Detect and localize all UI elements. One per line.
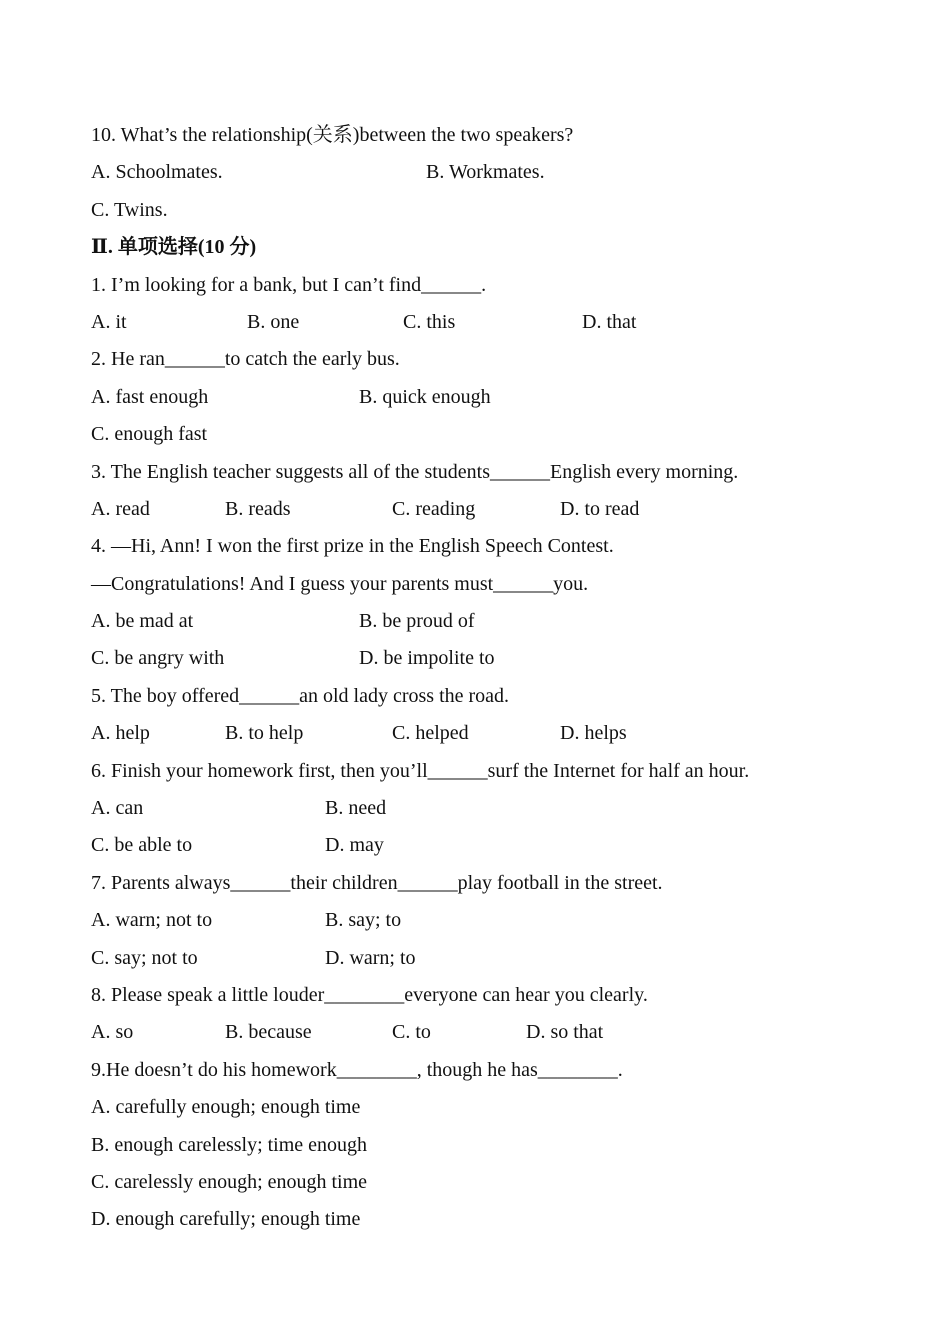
question-7-options-row-1 xyxy=(91,902,891,939)
option-b: B. to help xyxy=(225,722,304,745)
option-d: D. be impolite to xyxy=(359,647,495,670)
question-8-stem: 8. Please speak a little louder________everyone can hear you clearly. xyxy=(91,983,648,1006)
option-c: C. to xyxy=(392,1021,431,1044)
option-c: C. Twins. xyxy=(91,198,168,221)
option-a: A. help xyxy=(91,722,150,745)
question-3-options xyxy=(91,491,891,528)
question-6-options-row-2 xyxy=(91,827,891,864)
question-4-stem: 4. —Hi, Ann! I won the first prize in the English Speech Contest. xyxy=(91,535,614,558)
option-c: C. reading xyxy=(392,497,476,520)
option-b: B. Workmates. xyxy=(426,161,545,184)
exam-page xyxy=(91,117,891,1239)
option-d: D. warn; to xyxy=(325,946,416,969)
question-2-options-row-1 xyxy=(91,379,891,416)
option-a: A. can xyxy=(91,797,144,820)
option-b: B. quick enough xyxy=(359,385,491,408)
option-c: C. helped xyxy=(392,722,469,745)
question-5-stem: 5. The boy offered______an old lady cross the road. xyxy=(91,684,510,707)
question-1-stem: 1. I’m looking for a bank, but I can’t find______. xyxy=(91,273,487,296)
option-c: C. enough fast xyxy=(91,423,208,446)
option-d: D. may xyxy=(325,834,384,857)
question-9-stem: 9.He doesn’t do his homework________, though he has________. xyxy=(91,1058,623,1081)
option-b: B. need xyxy=(325,797,387,820)
question-2-options-row-2 xyxy=(91,416,891,453)
question-1-options xyxy=(91,304,891,341)
question-4-stem-reply: —Congratulations! And I guess your parents must______you. xyxy=(91,572,589,595)
option-b: B. one xyxy=(247,310,300,333)
option-c: C. say; not to xyxy=(91,946,198,969)
option-a: A. fast enough xyxy=(91,385,209,408)
section-heading: Ⅱ. 单项选择(10 分) xyxy=(91,236,257,259)
option-b: B. because xyxy=(225,1021,312,1044)
option-b: B. say; to xyxy=(325,909,402,932)
question-4-options-row-2 xyxy=(91,640,891,677)
option-d: D. to read xyxy=(560,497,640,520)
option-a: A. so xyxy=(91,1021,134,1044)
option-a: A. read xyxy=(91,497,150,520)
question-9-option-c: C. carelessly enough; enough time xyxy=(91,1170,368,1193)
option-d: D. that xyxy=(582,310,637,333)
question-6-stem: 6. Finish your homework first, then you’ll______surf the Internet for half an hour. xyxy=(91,759,750,782)
option-d: D. so that xyxy=(526,1021,604,1044)
question-9-option-b: B. enough carelessly; time enough xyxy=(91,1133,368,1156)
question-6-options-row-1 xyxy=(91,790,891,827)
option-d: D. helps xyxy=(560,722,627,745)
question-5-options xyxy=(91,715,891,752)
question-9-option-d: D. enough carefully; enough time xyxy=(91,1208,361,1231)
question-8-options xyxy=(91,1014,891,1051)
question-2-stem: 2. He ran______to catch the early bus. xyxy=(91,348,400,371)
question-10-options-row-1 xyxy=(91,154,891,191)
option-a: A. Schoolmates. xyxy=(91,161,223,184)
option-a: A. warn; not to xyxy=(91,909,213,932)
question-10-stem: 10. What’s the relationship(关系)between the two speakers? xyxy=(91,124,574,146)
option-b: B. be proud of xyxy=(359,610,475,633)
option-b: B. reads xyxy=(225,497,291,520)
question-4-options-row-1 xyxy=(91,603,891,640)
question-10-options-row-2 xyxy=(91,192,891,229)
option-a: A. it xyxy=(91,310,127,333)
question-7-stem: 7. Parents always______their children______play football in the street. xyxy=(91,871,663,894)
option-c: C. be able to xyxy=(91,834,193,857)
option-c: C. be angry with xyxy=(91,647,225,670)
question-3-stem: 3. The English teacher suggests all of the students______English every morning. xyxy=(91,460,739,483)
question-7-options-row-2 xyxy=(91,940,891,977)
option-a: A. be mad at xyxy=(91,610,194,633)
option-c: C. this xyxy=(403,310,456,333)
question-9-option-a: A. carefully enough; enough time xyxy=(91,1096,361,1119)
